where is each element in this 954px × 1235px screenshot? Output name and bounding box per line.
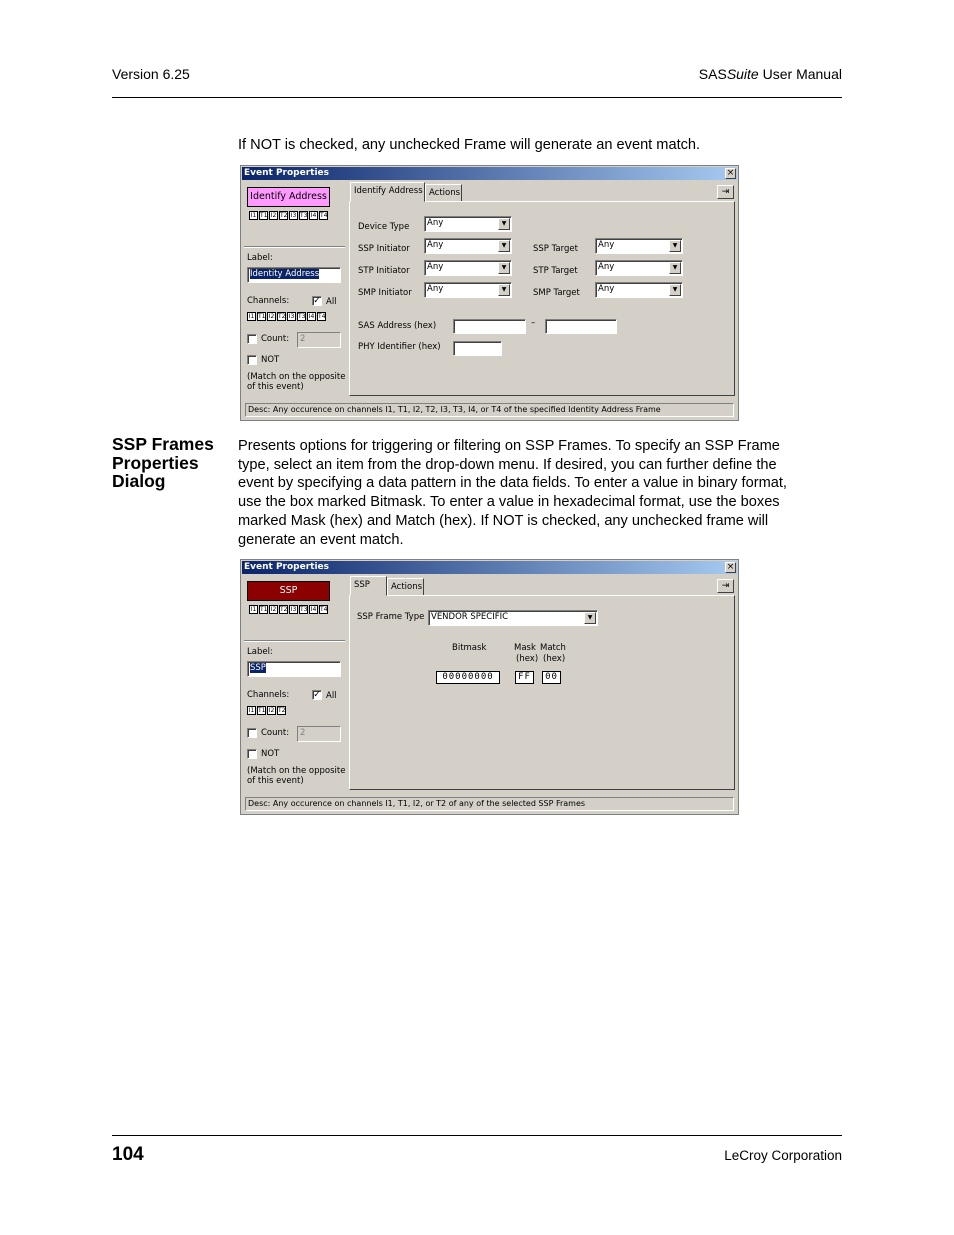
dialog-title-bar: Event Properties × [242,167,737,180]
left-panel-separator [244,640,345,642]
not-checkbox[interactable] [247,355,257,365]
channels-caption: Channels: [247,296,290,306]
footer-rule [112,1135,842,1136]
all-channels-checkbox[interactable]: ✓ [313,690,321,700]
channel-toggle[interactable]: I3 [288,313,295,320]
section-body: Presents options for triggering or filtering on SSP Frames. To specify an SSP Frame type, select an item from the drop-down menu. If desired, you can further define the event by specifying a data pattern in the data fields. To enter a value in binary format, use the box marked Bitmask. To enter a value in hexadecimal format, use the boxes marked Mask (hex) and Match (hex). If NOT is checked, any unchecked frame will generate an event match. [238,438,787,548]
tab-actions[interactable]: Actions [387,578,424,596]
device-type-combo[interactable]: Any ▼ [424,216,512,232]
channel-toggle[interactable]: I1 [248,313,255,320]
count-caption: Count: [261,334,290,344]
chevron-down-icon[interactable]: ▼ [669,240,681,252]
badge-channel: I2 [270,212,277,219]
event-properties-dialog-identify [240,165,739,421]
label-caption: Label: [247,647,273,657]
match-note: of this event) [247,382,304,392]
sas-address-input-2[interactable] [545,319,617,334]
sas-address-dash: – [531,318,536,328]
phy-identifier-label: PHY Identifier (hex) [358,342,441,352]
intro-paragraph: If NOT is checked, any unchecked Frame will generate an event match. [238,137,701,153]
channel-toggle[interactable]: I1 [248,707,255,714]
device-type-label: Device Type [358,222,410,232]
page-number: 104 [112,1144,144,1165]
header-rule [112,97,842,98]
tab-identify-address[interactable]: Identify Address [350,182,425,202]
badge-channel: T1 [260,212,268,219]
badge-channel: T4 [320,212,328,219]
event-properties-dialog-ssp [240,559,739,815]
channel-toggle[interactable]: T2 [278,313,286,320]
description-bar: Desc: Any occurence on channels I1, T1, I2, or T2 of any of the selected SSP Frames [245,797,734,811]
channel-toggle[interactable]: T1 [258,313,266,320]
badge-channel: T1 [260,606,268,613]
pin-icon[interactable]: ⇥ [717,185,734,199]
chevron-down-icon[interactable]: ▼ [498,218,510,230]
stp-target-label: STP Target [533,266,578,276]
ssp-frame-type-combo[interactable]: VENDOR SPECIFIC ▼ [428,610,598,626]
close-button[interactable]: × [726,168,735,178]
badge-channel: I1 [250,606,257,613]
match-label: Match [540,643,566,653]
match-note: (Match on the opposite [247,766,346,776]
count-checkbox[interactable] [247,728,257,738]
pin-icon[interactable]: ⇥ [717,579,734,593]
badge-channel: T4 [320,606,328,613]
header-manual-title: SASSuite User Manual [698,66,842,82]
description-bar: Desc: Any occurence on channels I1, T1, I2, T2, I3, T3, I4, or T4 of the specified Identity Address Frame [245,403,734,417]
mask-hex-input[interactable]: FF [515,671,534,684]
channel-toggle[interactable]: I4 [308,313,315,320]
all-caption: All [326,297,337,307]
chevron-down-icon[interactable]: ▼ [498,240,510,252]
header-version: Version 6.25 [112,66,190,82]
badge-channel: T3 [300,606,308,613]
chevron-down-icon[interactable]: ▼ [669,284,681,296]
event-badge: Identify Address [247,187,330,207]
bitmask-label: Bitmask [452,643,487,653]
smp-initiator-label: SMP Initiator [358,288,412,298]
smp-initiator-combo[interactable]: Any ▼ [424,282,512,298]
badge-channel: T2 [280,212,288,219]
stp-initiator-combo[interactable]: Any ▼ [424,260,512,276]
ssp-initiator-label: SSP Initiator [358,244,410,254]
count-input[interactable]: 2 [297,332,341,348]
tab-ssp[interactable]: SSP [350,576,387,596]
ssp-frame-type-label: SSP Frame Type [357,612,425,622]
match-note: of this event) [247,776,304,786]
smp-target-combo[interactable]: Any ▼ [595,282,683,298]
channel-selector [247,312,326,321]
left-panel-separator [244,246,345,248]
not-caption: NOT [261,355,280,365]
mask-label: Mask [514,643,536,653]
badge-channel: I2 [270,606,277,613]
phy-identifier-input[interactable] [453,341,502,356]
not-checkbox[interactable] [247,749,257,759]
badge-channel: T2 [280,606,288,613]
badge-channel: I4 [310,606,317,613]
channel-toggle[interactable]: T4 [318,313,326,320]
count-checkbox[interactable] [247,334,257,344]
channel-toggle[interactable]: T3 [298,313,306,320]
chevron-down-icon[interactable]: ▼ [584,612,596,624]
channel-toggle[interactable]: I2 [268,707,275,714]
match-note: (Match on the opposite [247,372,346,382]
close-button[interactable]: × [726,562,735,572]
chevron-down-icon[interactable]: ▼ [498,262,510,274]
label-input[interactable]: SSP [247,661,341,677]
sas-address-input-1[interactable] [453,319,526,334]
ssp-target-label: SSP Target [533,244,578,254]
badge-channel: I4 [310,212,317,219]
channel-selector [247,706,286,715]
bitmask-input[interactable]: 00000000 [436,671,500,684]
count-caption: Count: [261,728,290,738]
badge-channel: I3 [290,212,297,219]
event-badge: SSP [247,581,330,601]
dialog-title-bar: Event Properties × [242,561,737,574]
channels-caption: Channels: [247,690,290,700]
channel-toggle[interactable]: I2 [268,313,275,320]
tab-actions[interactable]: Actions [425,184,462,202]
channel-toggle[interactable]: T1 [258,707,266,714]
count-input[interactable]: 2 [297,726,341,742]
channel-toggle[interactable]: T2 [278,707,286,714]
badge-channel: I3 [290,606,297,613]
match-hex-input[interactable]: 00 [542,671,561,684]
stp-initiator-label: STP Initiator [358,266,410,276]
not-caption: NOT [261,749,280,759]
chevron-down-icon[interactable]: ▼ [669,262,681,274]
sas-address-label: SAS Address (hex) [358,321,437,331]
badge-channel: T3 [300,212,308,219]
mask-hex-label: (hex) [516,654,539,664]
chevron-down-icon[interactable]: ▼ [498,284,510,296]
badge-channel: I1 [250,212,257,219]
ssp-initiator-combo[interactable]: Any ▼ [424,238,512,254]
badge-channels [249,211,328,220]
footer-company: LeCroy Corporation [724,1148,842,1163]
all-channels-checkbox[interactable]: ✓ [313,296,321,306]
label-input[interactable]: Identity Address [247,267,341,283]
label-caption: Label: [247,253,273,263]
smp-target-label: SMP Target [533,288,580,298]
all-caption: All [326,691,337,701]
match-hex-label: (hex) [543,654,566,664]
badge-channels [249,605,328,614]
section-heading: SSP Frames Properties Dialog [112,434,214,492]
stp-target-combo[interactable]: Any ▼ [595,260,683,276]
ssp-target-combo[interactable]: Any ▼ [595,238,683,254]
